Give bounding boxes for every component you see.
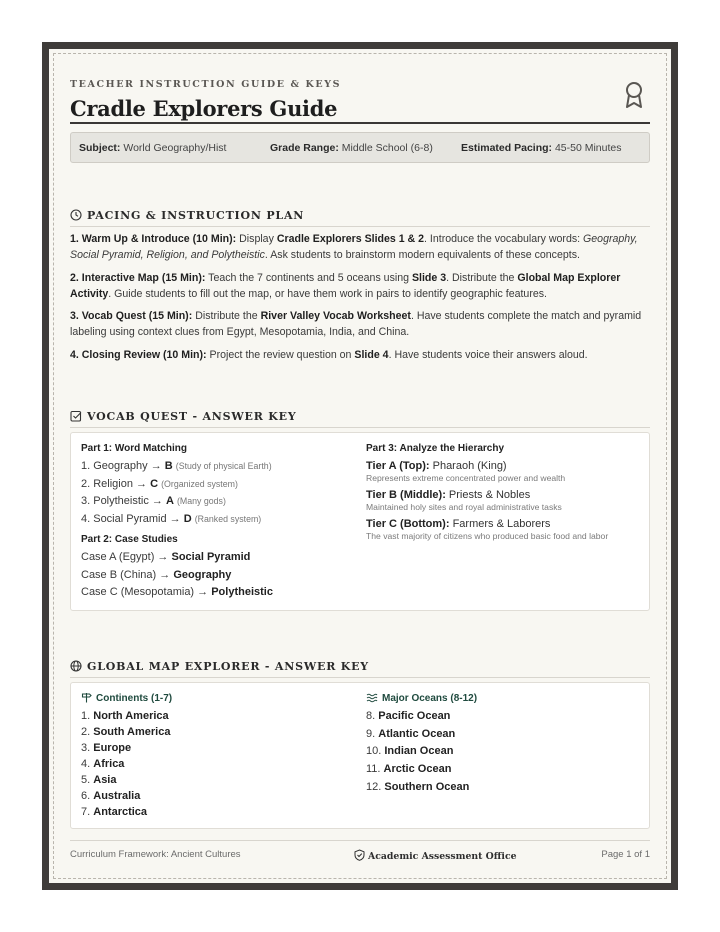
oceans-title: Major Oceans (8-12) <box>366 692 477 704</box>
case-item: Case B (China) → Geography <box>81 568 232 581</box>
ocean-item: 9. Atlantic Ocean <box>366 727 456 740</box>
tier-row: Tier C (Bottom): Farmers & Laborers <box>366 518 551 530</box>
checkbox-icon <box>70 410 82 422</box>
title-divider <box>70 122 650 124</box>
case-item: Case C (Mesopotamia) → Polytheistic <box>81 586 273 598</box>
case-item: Case A (Egypt) → Social Pyramid <box>81 551 251 563</box>
map-section-heading: GLOBAL MAP EXPLORER - ANSWER KEY <box>70 660 650 678</box>
oceans-column <box>366 692 477 797</box>
clock-icon <box>70 209 82 221</box>
pacing-step-4: 4. Closing Review (10 Min): Project the review question on Slide 4. Have students voice their answers aloud. <box>70 348 588 361</box>
page-frame <box>42 42 678 890</box>
pacing-step-3: 3. Vocab Quest (15 Min): Distribute the River Valley Vocab Worksheet. Have students complete the match and pyramid labeling using context clues from Egypt, Mesopotamia, India, and China. <box>70 310 642 338</box>
vocab-section-heading: VOCAB QUEST - ANSWER KEY <box>70 410 650 428</box>
award-icon <box>623 81 645 109</box>
continent-item: 4. Africa <box>81 758 125 770</box>
ocean-item: 8. Pacific Ocean <box>366 710 451 722</box>
document-eyebrow: TEACHER INSTRUCTION GUIDE & KEYS <box>70 79 342 90</box>
footer-framework: Curriculum Framework: Ancient Cultures <box>70 849 241 860</box>
globe-icon <box>70 660 82 672</box>
vocab-left-column <box>81 443 273 602</box>
match-item: 1. Geography → B (Study of physical Earth) <box>81 460 272 472</box>
vocab-right-column <box>366 443 608 546</box>
footer-page-number: Page 1 of 1 <box>601 849 650 860</box>
continent-item: 3. Europe <box>81 742 132 754</box>
pacing-step-2: 2. Interactive Map (15 Min): Teach the 7 continents and 5 oceans using Slide 3. Distribute the Global Map Explorer Activity. Guide students to fill out the map, or have them work in pairs to identify geographic features. <box>70 271 621 300</box>
continent-item: 2. South America <box>81 726 171 738</box>
document-page <box>49 49 671 883</box>
meta-subject: Subject: World Geography/Hist <box>79 142 227 154</box>
continent-item: 6. Australia <box>81 790 141 802</box>
pacing-step-1: 1. Warm Up & Introduce (10 Min): Display Cradle Explorers Slides 1 & 2. Introduce the vocabulary words: Geography, Social Pyramid, Religion, and Polytheistic. Ask students to brainstorm modern equivalents of these concepts. <box>70 233 638 261</box>
meta-grade: Grade Range: Middle School (6-8) <box>270 142 433 154</box>
tier-description: Represents extreme concentrated power and wealth <box>366 473 566 483</box>
tier-row: Tier A (Top): Pharaoh (King) <box>366 460 507 472</box>
tier-description: The vast majority of citizens who produced basic food and labor <box>366 531 609 541</box>
continents-column <box>81 692 172 820</box>
ocean-item: 10. Indian Ocean <box>366 745 454 758</box>
continent-item: 5. Asia <box>81 774 117 786</box>
waves-icon <box>366 692 378 703</box>
vocab-answer-card <box>70 432 650 611</box>
footer-office: Academic Assessment Office <box>354 849 517 862</box>
part3-title: Part 3: Analyze the Hierarchy <box>366 443 505 454</box>
map-answer-card <box>70 682 650 829</box>
document-title: Cradle Explorers Guide <box>70 96 338 121</box>
signpost-icon <box>81 692 92 703</box>
ocean-item: 11. Arctic Ocean <box>366 763 452 776</box>
shield-check-icon <box>354 849 365 861</box>
tier-row: Tier B (Middle): Priests & Nobles <box>366 489 531 501</box>
continent-item: 7. Antarctica <box>81 806 148 818</box>
ocean-item: 12. Southern Ocean <box>366 780 470 793</box>
meta-pacing: Estimated Pacing: 45-50 Minutes <box>461 142 622 154</box>
match-item: 3. Polytheistic → A (Many gods) <box>81 495 226 507</box>
continents-title: Continents (1-7) <box>81 692 172 704</box>
match-item: 4. Social Pyramid → D (Ranked system) <box>81 512 262 525</box>
part1-title: Part 1: Word Matching <box>81 443 187 454</box>
tier-description: Maintained holy sites and royal administrative tasks <box>366 502 562 512</box>
match-item: 2. Religion → C (Organized system) <box>81 477 238 490</box>
meta-bar <box>70 132 650 163</box>
footer-divider <box>70 840 650 841</box>
pacing-steps <box>70 231 650 369</box>
part2-title: Part 2: Case Studies <box>81 534 178 545</box>
pacing-section-heading: PACING & INSTRUCTION PLAN <box>70 209 650 227</box>
continent-item: 1. North America <box>81 710 169 722</box>
